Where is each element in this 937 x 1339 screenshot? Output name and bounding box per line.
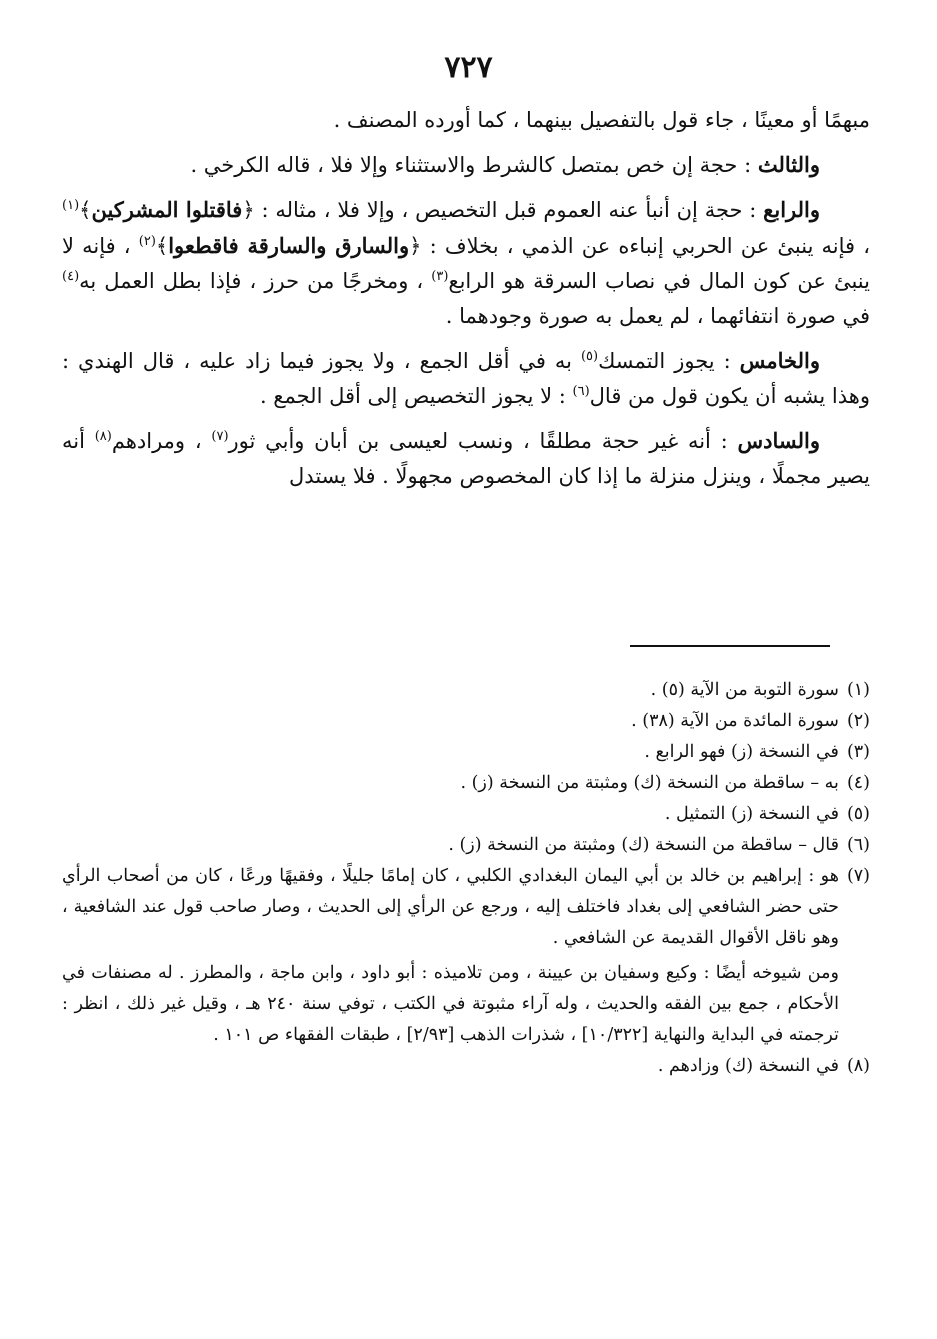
footnote-number: (٣) xyxy=(846,742,870,762)
footnote-text: هو : إبراهيم بن خالد بن أبي اليمان البغدادي الكلبي ، كان إمامًا جليلًا ، وفقيهًا ورعًا ، كان من أصحاب الرأي حتى حضر الشافعي إلى بغداد فاختلف إليه ، ورجع عن الرأي إلى الحديث ، وصار صاحب قول عند الشافعية ، وهو ناقل الأقوال القديمة عن الشافعي . xyxy=(62,866,839,948)
footnote-number: (٧) xyxy=(846,866,870,886)
paragraph-text: : أنه غير حجة مطلقًا ، ونسب لعيسى بن أبان وأبي ثور xyxy=(228,429,728,453)
footnote-number: (٢) xyxy=(846,711,870,731)
quran-verse: فاقتلوا المشركين xyxy=(91,197,243,222)
footnote-ref: (٧) xyxy=(211,429,229,444)
paragraph-text: به في أقل الجمع ، ولا يجوز فيما زاد عليه ، قال الهندي : وهذا يشبه أن يكون قول من قال xyxy=(62,349,870,408)
paragraph-text: في صورة انتفائهما ، لم يعمل به صورة وجودهما . xyxy=(445,304,870,328)
paragraph-text: ، ومرادهم xyxy=(111,429,202,453)
footnote-number: (١) xyxy=(846,680,870,700)
paragraph-fifth-opinion xyxy=(62,343,870,414)
footnote xyxy=(62,830,870,861)
paragraph-text: أنه يصير مجملًا ، وينزل منزلة ما إذا كان المخصوص مجهولًا . فلا يستدل xyxy=(62,429,870,488)
quran-bracket-close: ﴾ xyxy=(79,198,92,222)
paragraph-lead: والسادس xyxy=(737,428,820,453)
paragraph-text: مبهمًا أو معينًا ، جاء قول بالتفصيل بينهما ، كما أورده المصنف . xyxy=(333,108,870,132)
footnote-body xyxy=(62,861,839,1051)
footnote-ref: (٢) xyxy=(138,234,156,249)
footnote-text: سورة المائدة من الآية (٣٨) . xyxy=(631,711,839,731)
paragraph-third-opinion xyxy=(62,147,870,183)
quran-bracket-open: ﴿ xyxy=(409,234,422,258)
footnote-ref: (٨) xyxy=(94,429,112,444)
paragraph-text: : حجة إن خص بمتصل كالشرط والاستثناء وإلا فلا ، قاله الكرخي . xyxy=(190,153,752,177)
paragraph-lead: والرابع xyxy=(763,197,820,222)
footnote-text: سورة التوبة من الآية (٥) . xyxy=(650,680,839,700)
quran-bracket-close: ﴾ xyxy=(155,234,169,258)
footnote xyxy=(62,706,870,737)
quran-bracket-open: ﴿ xyxy=(242,198,255,222)
footnote xyxy=(62,768,870,799)
quran-verse: والسارق والسارقة فاقطعوا xyxy=(168,233,410,258)
footnote-text: في النسخة (ز) التمثيل . xyxy=(664,804,839,824)
footnote-ref: (٤) xyxy=(62,269,80,284)
paragraph-lead: والخامس xyxy=(739,348,820,373)
footnote-number: (٥) xyxy=(846,804,870,824)
footnote-ref: (٦) xyxy=(572,384,590,399)
paragraph-text: : يجوز التمسك xyxy=(598,349,731,373)
footnote-text: في النسخة (ز) فهو الرابع . xyxy=(644,742,839,762)
footnotes xyxy=(62,675,870,1082)
paragraph-text: ، فإنه لا ينبئ عن كون المال في نصاب السرقة هو الرابع xyxy=(62,234,870,293)
footnote-text: قال – ساقطة من النسخة (ك) ومثبتة من النسخة (ز) . xyxy=(448,835,839,855)
footnote xyxy=(62,1051,870,1082)
paragraph-sixth-opinion xyxy=(62,423,870,494)
footnote xyxy=(62,799,870,830)
paragraph-continuation xyxy=(62,103,870,138)
paragraph-lead: والثالث xyxy=(757,152,820,177)
footnote-number: (٦) xyxy=(846,835,870,855)
footnote-separator xyxy=(630,645,830,647)
footnote-text-continued: ومن شيوخه أيضًا : وكيع وسفيان بن عيينة ، ومن تلاميذه : أبو داود ، وابن ماجة ، والمطرز . له مصنفات في الأحكام ، جمع بين الفقه والحديث ، وله آراء مثبوتة في الكتب ، توفي سنة ٢٤٠ هـ ، وقيل غير ذلك ، انظر : ترجمته في البداية والنهاية [١٠/٣٢٢] ، شذرات الذهب [٢/٩٣] ، طبقات الفقهاء ص ١٠١ . xyxy=(62,963,839,1045)
paragraph-text: ، فإنه ينبئ عن الحربي إنباءه عن الذمي ، بخلاف : xyxy=(429,234,871,258)
main-text xyxy=(62,103,870,503)
paragraph-fourth-opinion xyxy=(62,192,870,334)
footnote-number: (٤) xyxy=(846,773,870,793)
footnote xyxy=(62,737,870,768)
paragraph-text: : لا يجوز التخصيص إلى أقل الجمع . xyxy=(259,384,566,408)
footnote xyxy=(62,861,870,1051)
paragraph-text: ، ومخرجًا من حرز ، فإذا بطل العمل به xyxy=(79,269,424,293)
page-number: ٧٢٧ xyxy=(444,50,493,85)
paragraph-text: : حجة إن أنبأ عنه العموم قبل التخصيص ، وإلا فلا ، مثاله : xyxy=(261,198,757,222)
footnote xyxy=(62,675,870,706)
footnote-text: في النسخة (ك) وزادهم . xyxy=(657,1056,839,1076)
footnote-text: به – ساقطة من النسخة (ك) ومثبتة من النسخة (ز) . xyxy=(460,773,839,793)
footnote-ref: (١) xyxy=(62,198,80,213)
footnote-ref: (٣) xyxy=(431,269,449,284)
footnote-ref: (٥) xyxy=(580,349,599,364)
footnote-number: (٨) xyxy=(846,1056,870,1076)
